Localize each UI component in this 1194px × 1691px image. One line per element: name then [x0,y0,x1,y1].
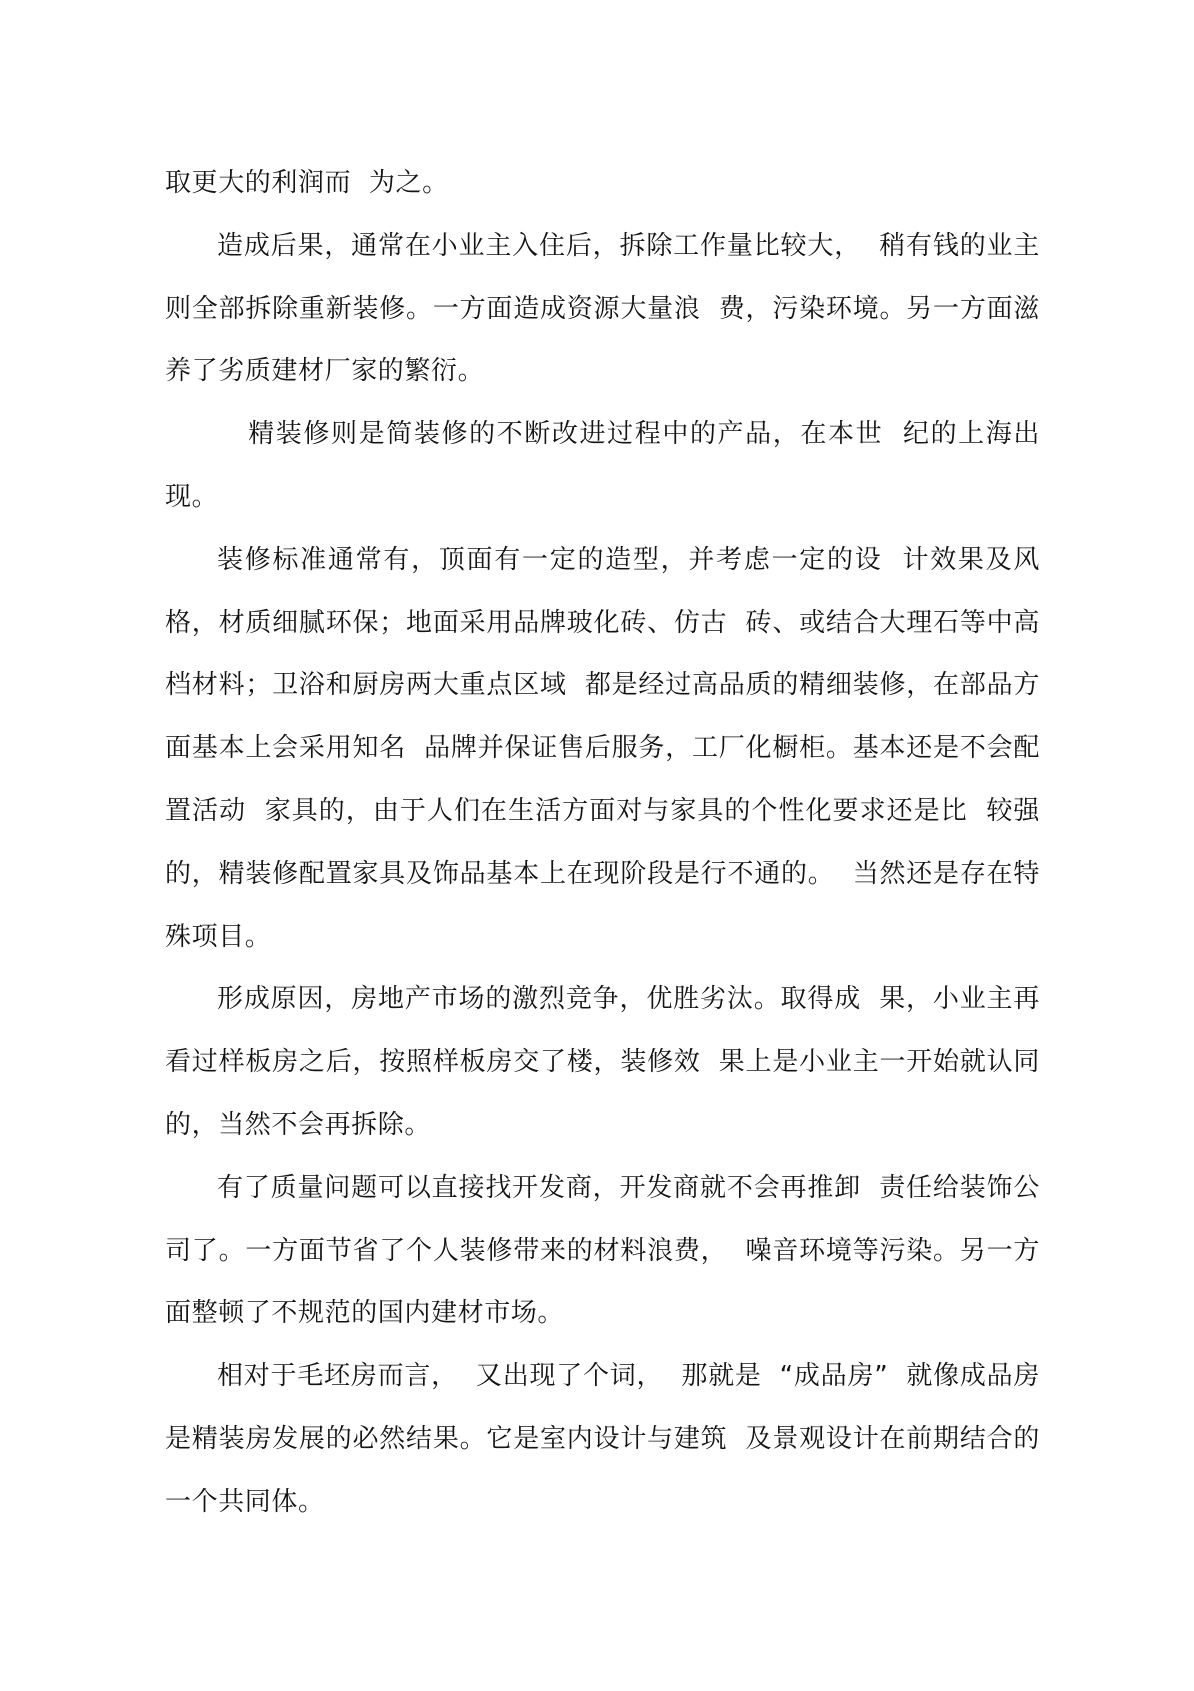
paragraph-quality-issues: 有了质量问题可以直接找开发商，开发商就不会再推卸 责任给装饰公司了。一方面节省了个人装修带来的材料浪费， 噪音环境等污染。另一方面整顿了不规范的国内建材市场。 [165,1172,1040,1329]
paragraph-continuation: 取更大的利润而 为之。 [165,168,449,198]
paragraph-consequences: 造成后果，通常在小业主入住后，拆除工作量比较大， 稍有钱的业主则全部拆除重新装修。一方面造成资源大量浪 费，污染环境。另一方面滋养了劣质建材厂家的繁衍。 [165,230,1040,387]
paragraph-finished-house: 相对于毛坯房而言， 又出现了个词， 那就是 “成品房” 就像成品房是精装房发展的必然结果。它是室内设计与建筑 及景观设计在前期结合的一个共同体。 [165,1361,1040,1517]
paragraph-causes: 形成原因，房地产市场的激烈竞争，优胜劣汰。取得成 果，小业主再看过样板房之后，按照样板房交了楼，装修效 果上是小业主一开始就认同的，当然不会再拆除。 [165,984,1040,1140]
document-body [165,152,1040,1534]
paragraph-decoration-standards: 装修标准通常有，顶面有一定的造型，并考虑一定的设 计效果及风格，材质细腻环保；地面采用品牌玻化砖、仿古 砖、或结合大理石等中高档材料；卫浴和厨房两大重点区域 都是经过高品质的精细装修，在部品方面基本上会采用知名 品牌并保证售后服务，工厂化橱柜。基本还是不会配置活动 家具的，由于人们在生活方面对与家具的个性化要求还是比 较强的，精装修配置家具及饰品基本上在现阶段是行不通的。 当然还是存在特殊项目。 [165,544,1040,952]
paragraph-fine-decoration-intro: 精装修则是简装修的不断改进过程中的产品，在本世 纪的上海出现。 [165,419,1040,512]
